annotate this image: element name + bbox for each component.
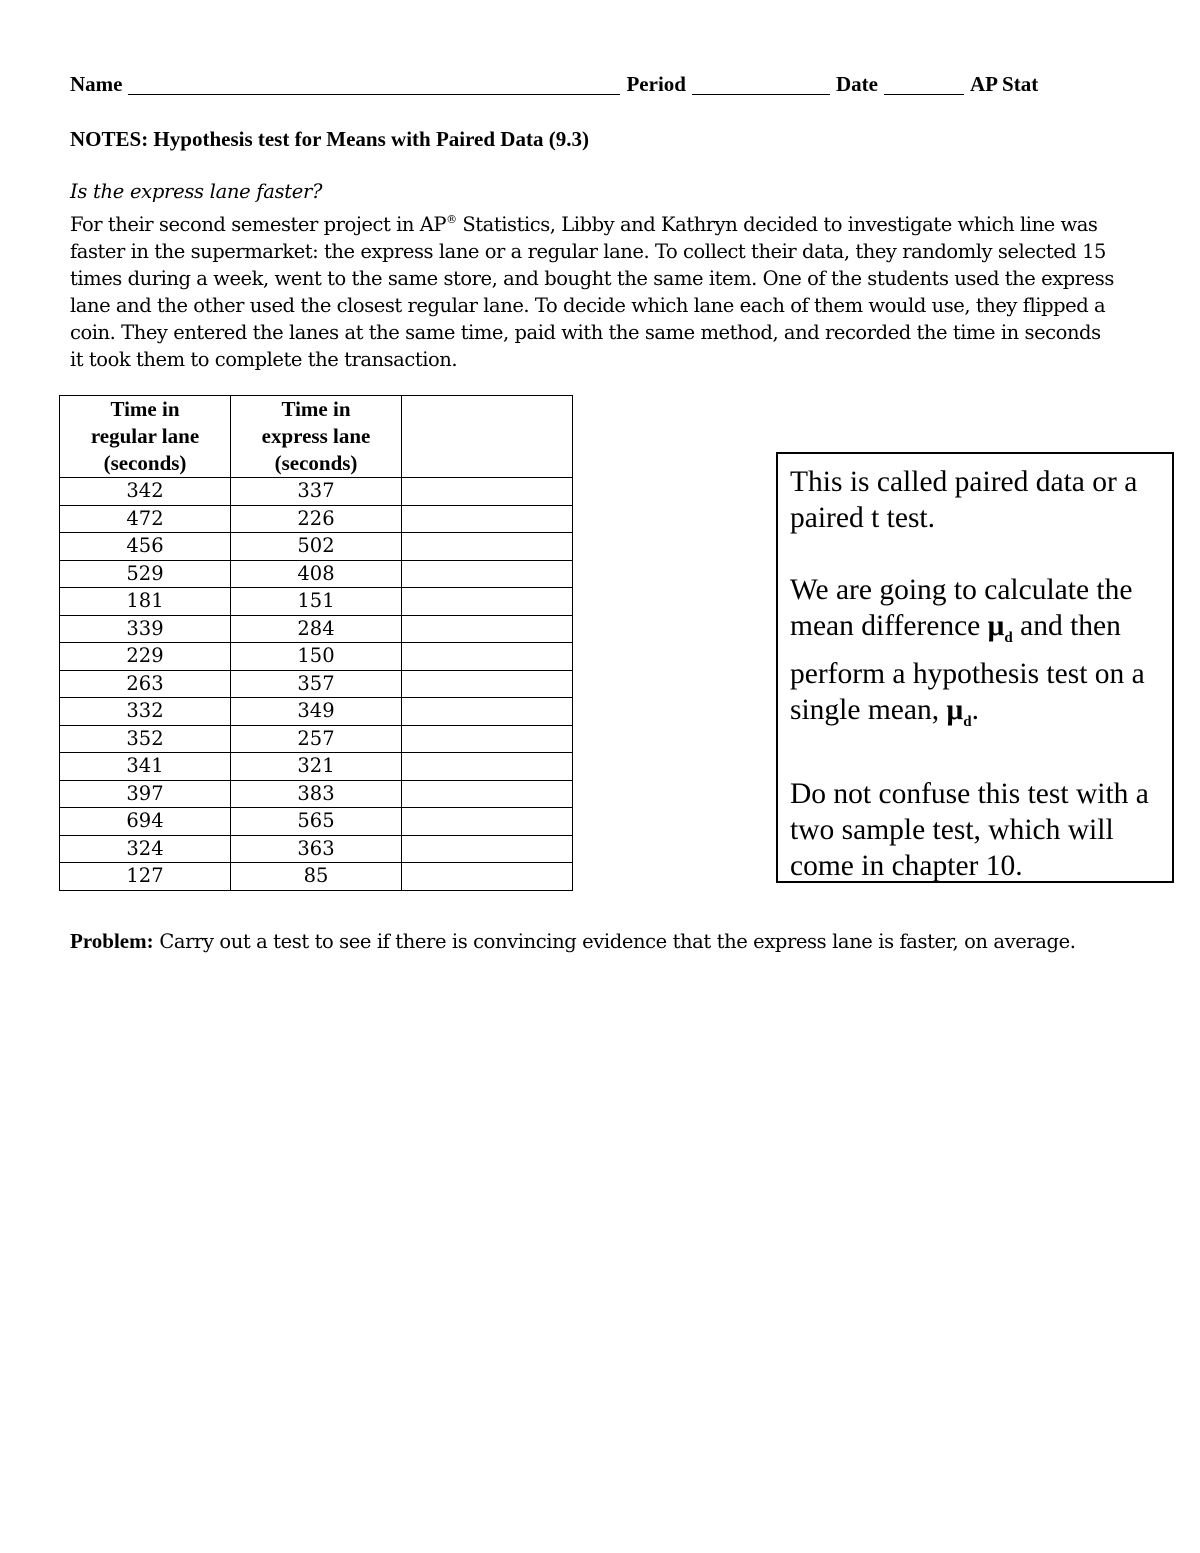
table-cell: 263 bbox=[60, 670, 231, 698]
table-cell: 332 bbox=[60, 698, 231, 726]
intro-question: Is the express lane faster? bbox=[70, 180, 323, 203]
period-field[interactable] bbox=[692, 76, 830, 95]
table-cell: 342 bbox=[60, 478, 231, 506]
table-cell: 357 bbox=[231, 670, 402, 698]
table-row bbox=[60, 725, 573, 753]
column-header-line: regular lane bbox=[90, 424, 200, 448]
problem-label: Problem: bbox=[70, 929, 154, 953]
callout-paragraph-1: This is called paired data or a paired t test. bbox=[790, 466, 1138, 534]
paired-data-callout bbox=[776, 452, 1174, 883]
lane-times-table bbox=[59, 395, 573, 891]
mu-subscript: d bbox=[963, 713, 972, 730]
table-row bbox=[60, 670, 573, 698]
table-row bbox=[60, 478, 573, 506]
table-cell: 341 bbox=[60, 753, 231, 781]
column-header-line bbox=[402, 423, 572, 450]
difference-cell[interactable] bbox=[402, 835, 573, 863]
course-label: AP Stat bbox=[969, 72, 1039, 96]
difference-cell[interactable] bbox=[402, 863, 573, 891]
intro-text-rest: Statistics, Libby and Kathryn decided to investigate which line was faster in the supermarket: the express lane or a regular lane. To collect their data, they randomly selected 15 times during a week, went to the same store, and bought the same item. One of the students used the express lane and the other used the closest regular lane. To decide which lane each of them would use, they flipped a coin. They entered the lanes at the same time, paid with the same method, and recorded the time in seconds it took them to complete the transaction. bbox=[70, 213, 1114, 371]
callout-paragraph-3: Do not confuse this test with a two sample test, which will come in chapter 10. bbox=[790, 777, 1149, 882]
date-label: Date bbox=[835, 72, 878, 96]
table-cell: 456 bbox=[60, 533, 231, 561]
column-header bbox=[60, 396, 231, 478]
table-cell: 337 bbox=[231, 478, 402, 506]
table-cell: 321 bbox=[231, 753, 402, 781]
table-cell: 324 bbox=[60, 835, 231, 863]
difference-cell[interactable] bbox=[402, 588, 573, 616]
difference-cell[interactable] bbox=[402, 478, 573, 506]
callout-text: . bbox=[971, 693, 979, 726]
table-row bbox=[60, 643, 573, 671]
difference-cell[interactable] bbox=[402, 753, 573, 781]
registered-mark: ® bbox=[446, 213, 457, 226]
period-label: Period bbox=[626, 72, 686, 96]
table-cell: 397 bbox=[60, 780, 231, 808]
table-row bbox=[60, 780, 573, 808]
table-cell: 383 bbox=[231, 780, 402, 808]
difference-cell[interactable] bbox=[402, 698, 573, 726]
difference-cell[interactable] bbox=[402, 725, 573, 753]
date-field[interactable] bbox=[884, 76, 964, 95]
column-header-line: Time in bbox=[110, 397, 180, 421]
notes-title: NOTES: Hypothesis test for Means with Paired Data (9.3) bbox=[70, 127, 589, 151]
difference-cell[interactable] bbox=[402, 670, 573, 698]
table-row bbox=[60, 560, 573, 588]
difference-cell[interactable] bbox=[402, 780, 573, 808]
table-row bbox=[60, 588, 573, 616]
column-header-line bbox=[402, 450, 572, 477]
callout-text: and then perform a hypothesis test on a single mean, bbox=[790, 610, 1145, 726]
table-cell: 229 bbox=[60, 643, 231, 671]
mu-symbol: μ bbox=[987, 610, 1005, 642]
table-cell: 151 bbox=[231, 588, 402, 616]
table-cell: 565 bbox=[231, 808, 402, 836]
table-cell: 352 bbox=[60, 725, 231, 753]
table-cell: 339 bbox=[60, 615, 231, 643]
table-cell: 85 bbox=[231, 863, 402, 891]
column-header-line: Time in bbox=[281, 397, 351, 421]
column-header-line: express lane bbox=[261, 424, 371, 448]
difference-cell[interactable] bbox=[402, 505, 573, 533]
table-cell: 284 bbox=[231, 615, 402, 643]
table-row bbox=[60, 533, 573, 561]
table-cell: 127 bbox=[60, 863, 231, 891]
table-cell: 150 bbox=[231, 643, 402, 671]
table-cell: 226 bbox=[231, 505, 402, 533]
mu-subscript: d bbox=[1004, 629, 1013, 646]
table-row bbox=[60, 863, 573, 891]
table-row bbox=[60, 615, 573, 643]
header-line bbox=[70, 72, 1080, 97]
difference-cell[interactable] bbox=[402, 533, 573, 561]
table-header-row bbox=[60, 396, 573, 478]
column-header bbox=[402, 396, 573, 478]
column-header bbox=[231, 396, 402, 478]
table-row bbox=[60, 808, 573, 836]
table-cell: 349 bbox=[231, 698, 402, 726]
intro-paragraph bbox=[70, 206, 1115, 373]
problem-text: Carry out a test to see if there is convincing evidence that the express lane is faster, on average. bbox=[153, 930, 1076, 953]
callout-text: We are going to calculate the mean difference bbox=[790, 574, 1133, 642]
problem-statement bbox=[70, 929, 1120, 954]
column-header-line: (seconds) bbox=[274, 451, 358, 475]
table-cell: 694 bbox=[60, 808, 231, 836]
table-cell: 472 bbox=[60, 505, 231, 533]
column-header-line bbox=[402, 396, 572, 423]
callout-paragraph-2 bbox=[790, 572, 1162, 740]
table-row bbox=[60, 505, 573, 533]
table-cell: 502 bbox=[231, 533, 402, 561]
table-row bbox=[60, 835, 573, 863]
column-header-line: (seconds) bbox=[103, 451, 187, 475]
name-label: Name bbox=[70, 72, 123, 96]
name-field[interactable] bbox=[128, 76, 620, 95]
table-row bbox=[60, 698, 573, 726]
table-body bbox=[60, 478, 573, 891]
table-cell: 181 bbox=[60, 588, 231, 616]
table-row bbox=[60, 753, 573, 781]
difference-cell[interactable] bbox=[402, 560, 573, 588]
difference-cell[interactable] bbox=[402, 808, 573, 836]
difference-cell[interactable] bbox=[402, 615, 573, 643]
intro-text-start: For their second semester project in AP bbox=[70, 213, 447, 236]
mu-symbol: μ bbox=[946, 693, 964, 726]
table-cell: 363 bbox=[231, 835, 402, 863]
table-cell: 408 bbox=[231, 560, 402, 588]
table-cell: 529 bbox=[60, 560, 231, 588]
difference-cell[interactable] bbox=[402, 643, 573, 671]
table-cell: 257 bbox=[231, 725, 402, 753]
